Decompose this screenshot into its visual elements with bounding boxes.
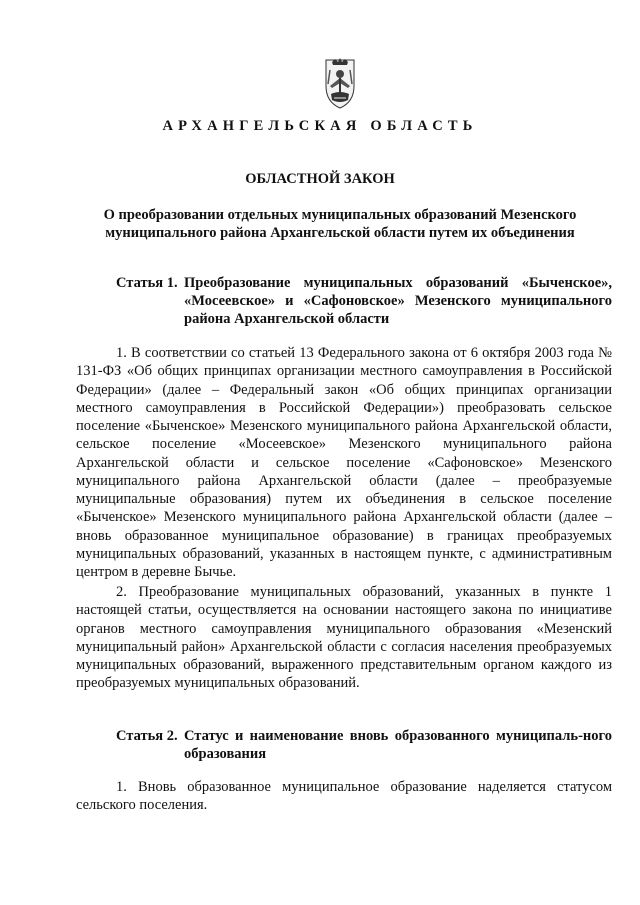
region-name: АРХАНГЕЛЬСКАЯ ОБЛАСТЬ [162, 118, 478, 134]
article-1-number: Статья 1. [116, 275, 178, 291]
article-1-title: Преобразование муниципальных образований «Быченское», «Мосеевское» и «Сафоновское» Мезенского муниципального района Архангельской области [184, 275, 612, 327]
article-1-heading [116, 274, 612, 328]
law-title: О преобразовании отдельных муниципальных образований Мезенского муниципального района Архангельской области путем их объединения [103, 207, 577, 241]
document-type: ОБЛАСТНОЙ ЗАКОН [245, 171, 395, 187]
article-2-paragraph-1: 1. Вновь образованное муниципальное образование наделяется статусом сельского поселения. [76, 779, 612, 814]
article-1-paragraph-1: 1. В соответствии со статьей 13 Федерального закона от 6 октября 2003 года № 131-ФЗ «Об общих принципах организации местного самоуправления в Российской Федерации» (далее – Федеральный закон «Об общих принципах организации местного самоуправления в Российской Федерации») преобразовать сельское поселение «Быченское» Мезенского муниципального района Архангельской области, сельское поселение «Мосеевское» Мезенского муниципального района Архангельской области и сельское поселение «Сафоновское» Мезенского муниципального района Архангельской области (далее – преобразуемые муниципальные образования) путем их объединения в сельское поселение «Быченское» Мезенского муниципального района Архангельской области (далее – вновь образованное муниципальное образование) в границах преобразуемых муниципальных образований, указанных в настоящем пункте, с административным центром в деревне Бычье. [76, 345, 612, 580]
article-2-heading [116, 727, 612, 763]
arkhangelsk-coat-of-arms-icon [318, 58, 362, 110]
article-2-number: Статья 2. [116, 728, 178, 744]
article-2-title: Статус и наименование вновь образованного муниципаль-ного образования [184, 728, 612, 762]
article-1-paragraph-2: 2. Преобразование муниципальных образований, указанных в пункте 1 настоящей статьи, осуществляется на основании настоящего закона по инициативе органов местного самоуправления муниципального образования «Мезенский муниципальный район» Архангельской области с согласия населения преобразуемых муниципальных образований, выраженного представительным органом каждого из преобразуемых муниципальных образований. [76, 584, 612, 692]
